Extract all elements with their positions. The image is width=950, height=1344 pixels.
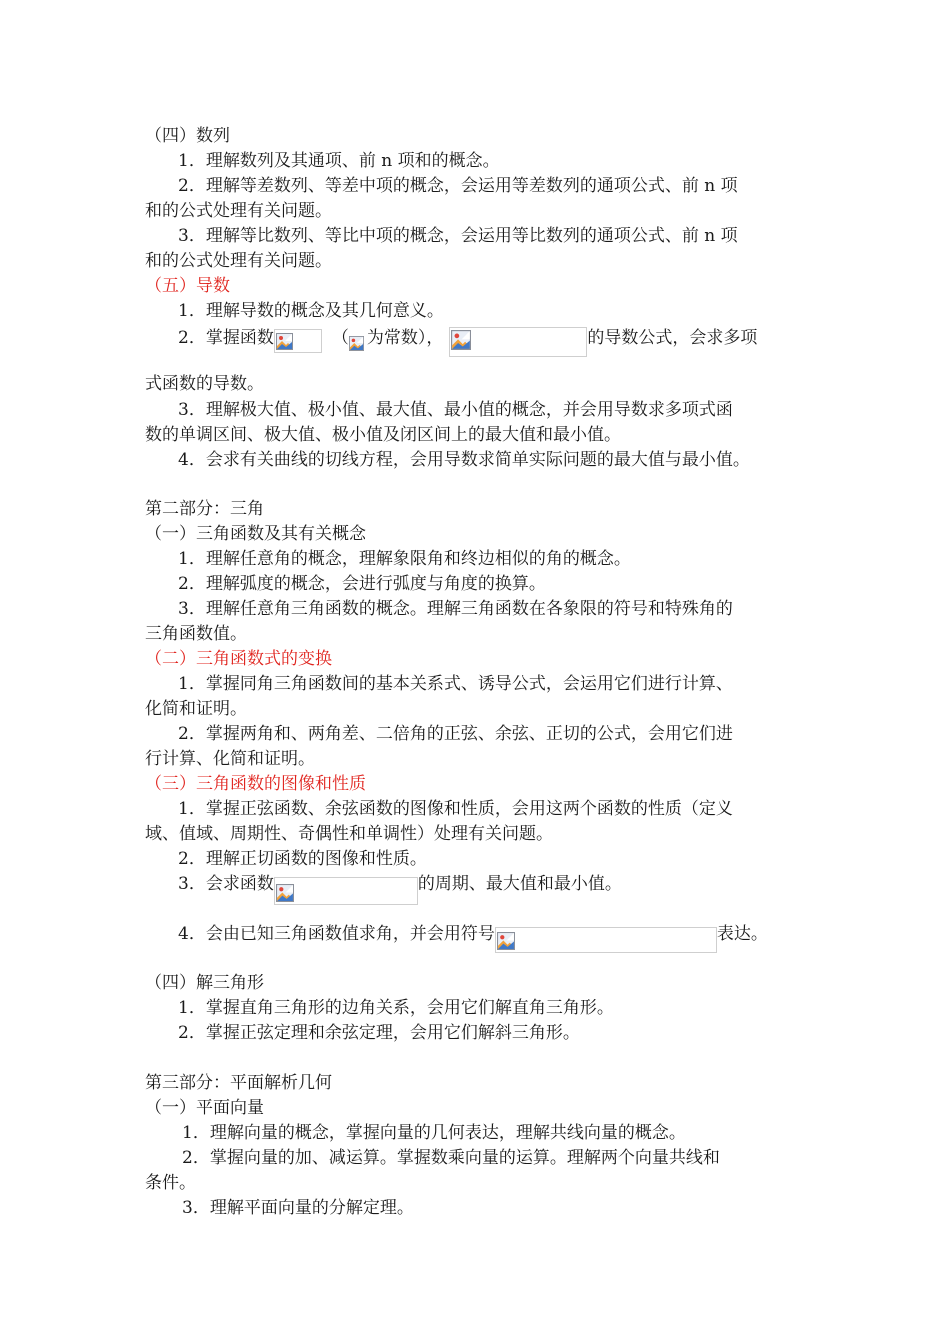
broken-image-icon [497, 932, 515, 950]
list-item-with-formulas [178, 326, 757, 357]
list-item-continuation: 三角函数值。 [145, 624, 247, 644]
formula-image [495, 927, 717, 953]
list-item: 4．会求有关曲线的切线方程，会用导数求简单实际问题的最大值与最小值。 [178, 450, 750, 470]
list-item-text: 4．会由已知三角函数值求角，并会用符号 [178, 924, 495, 944]
section-title-derivatives: （五）导数 [145, 276, 230, 296]
list-item: 1．掌握直角三角形的边角关系，会用它们解直角三角形。 [178, 998, 614, 1018]
broken-image-icon [451, 330, 471, 350]
list-item: 1．理解导数的概念及其几何意义。 [178, 301, 444, 321]
formula-image [349, 331, 367, 355]
list-item-text: 为常数）， [366, 328, 444, 348]
list-item-continuation: 条件。 [145, 1173, 196, 1193]
list-item-text: 3．会求函数 [178, 874, 274, 894]
list-item: 1．理解数列及其通项、前 n 项和的概念。 [178, 151, 500, 171]
list-item-continuation: 行计算、化简和证明。 [145, 749, 315, 769]
list-item: 3．理解任意角三角函数的概念。理解三角函数在各象限的符号和特殊角的 [178, 599, 733, 619]
section-title: （一）三角函数及其有关概念 [145, 524, 366, 544]
formula-image [274, 877, 418, 905]
list-item-text: 的周期、最大值和最小值。 [417, 874, 622, 894]
list-item-text: 2．掌握函数 [178, 328, 274, 348]
section-title: （四）解三角形 [145, 973, 264, 993]
formula-image [274, 329, 322, 353]
list-item: 1．掌握同角三角函数间的基本关系式、诱导公式，会运用它们进行计算、 [178, 674, 733, 694]
list-item-text: 表达。 [716, 924, 768, 944]
list-item-continuation: 和的公式处理有关问题。 [145, 251, 332, 271]
part-title-analytic-geometry: 第三部分：平面解析几何 [145, 1073, 332, 1093]
list-item-text: （ [331, 328, 349, 348]
list-item: 1．理解任意角的概念，理解象限角和终边相似的角的概念。 [178, 549, 631, 569]
list-item-text: 的导数公式，会求多项 [587, 328, 758, 348]
list-item: 2．掌握正弦定理和余弦定理，会用它们解斜三角形。 [178, 1023, 580, 1043]
list-item: 3．理解等比数列、等比中项的概念，会运用等比数列的通项公式、前 n 项 [178, 226, 738, 246]
broken-image-icon [276, 333, 293, 350]
section-title-sequences: （四）数列 [145, 126, 230, 146]
list-item: 2．掌握两角和、两角差、二倍角的正弦、余弦、正切的公式，会用它们进 [178, 724, 733, 744]
list-item: 2．理解正切函数的图像和性质。 [178, 849, 427, 869]
list-item-continuation: 式函数的导数。 [145, 374, 264, 394]
section-title: （三）三角函数的图像和性质 [145, 774, 366, 794]
section-title: （一）平面向量 [145, 1098, 264, 1118]
list-item-continuation: 和的公式处理有关问题。 [145, 201, 332, 221]
list-item-with-formula [178, 872, 622, 905]
list-item-continuation: 化简和证明。 [145, 699, 247, 719]
list-item: 1．理解向量的概念，掌握向量的几何表达，理解共线向量的概念。 [182, 1123, 686, 1143]
formula-image [449, 327, 587, 357]
list-item: 2．理解弧度的概念，会进行弧度与角度的换算。 [178, 574, 546, 594]
list-item: 1．掌握正弦函数、余弦函数的图像和性质，会用这两个函数的性质（定义 [178, 799, 733, 819]
list-item: 3．理解平面向量的分解定理。 [182, 1198, 414, 1218]
broken-image-icon [276, 884, 294, 902]
list-item: 2．掌握向量的加、减运算。掌握数乘向量的运算。理解两个向量共线和 [182, 1148, 720, 1168]
broken-image-icon [349, 336, 364, 351]
list-item-with-formula [178, 922, 768, 953]
section-title: （二）三角函数式的变换 [145, 649, 332, 669]
list-item: 3．理解极大值、极小值、最大值、最小值的概念，并会用导数求多项式函 [178, 400, 733, 420]
list-item-continuation: 数的单调区间、极大值、极小值及闭区间上的最大值和最小值。 [145, 425, 621, 445]
list-item-continuation: 域、值域、周期性、奇偶性和单调性）处理有关问题。 [145, 824, 553, 844]
list-item: 2．理解等差数列、等差中项的概念，会运用等差数列的通项公式、前 n 项 [178, 176, 738, 196]
part-title-trigonometry: 第二部分：三角 [145, 499, 264, 519]
